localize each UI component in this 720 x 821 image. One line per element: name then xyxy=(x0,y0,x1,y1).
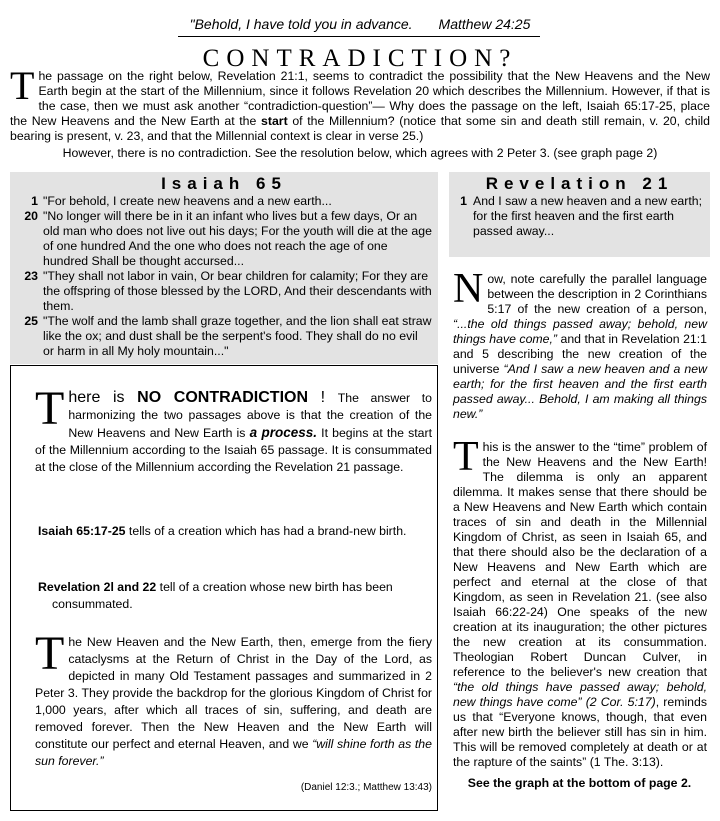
intro-text-b: of the Millennium? (notice that some sin and death still remain, v. 20, child bearing is present, v. 23, and that the Millennial context is clear in verse 25.) xyxy=(10,114,710,143)
no-contradiction-paragraph xyxy=(35,382,433,476)
intro-bold-word: start xyxy=(261,114,288,128)
verse-text: "The wolf and the lamb shall graze together, and the lion shall eat straw like the ox; and dust shall be the serpent's food. They shall do no evil or harm in all My holy mountain..." xyxy=(43,314,432,358)
revelation-heading: Revelation 21 xyxy=(485,174,674,193)
p2-bold: Isaiah 65:17-25 xyxy=(38,524,126,538)
p1-process: a process. xyxy=(249,425,318,440)
p1-bang: ! xyxy=(308,389,338,406)
time-problem-paragraph xyxy=(453,434,707,770)
isaiah-verse xyxy=(10,209,438,269)
p3-text: tell of a creation whose new birth has been consummated. xyxy=(52,580,393,611)
isaiah-verse xyxy=(10,314,438,359)
rp2-dropcap: T xyxy=(453,434,479,480)
rp1-italic-a: “...the old things passed away; behold, new things have come,” xyxy=(453,317,707,346)
p4-text: he New Heaven and the New Earth, then, emerge from the fiery cataclysms at the Return of Christ in the Day of the Lord, as depicted in many Old Testament passages and summarized in 2 Peter 3. They provide the backdrop for the glorious Kingdom of Christ for 1,000 years, after which all traces of sin, suffering, and death are removed forever. Then the New Heaven and the New Earth will constitute our perfect and eternal Heaven, and we xyxy=(35,635,432,751)
rp1-dropcap: N xyxy=(453,266,484,312)
p3-bold: Revelation 2l and 22 xyxy=(38,580,157,594)
verse-text: "For behold, I create new heavens and a new earth... xyxy=(43,194,332,208)
isaiah-box xyxy=(10,172,438,364)
isaiah-heading: Isaiah 65 xyxy=(161,174,287,193)
p2-text: tells of a creation which has had a brand-new birth. xyxy=(125,524,407,538)
rp1-text-a: ow, note carefully the parallel language between the description in 2 Corinthians 5:17 of the new creation of a person, xyxy=(487,272,707,316)
isaiah-summary xyxy=(38,523,412,540)
citation: (Daniel 12:3.; Matthew 13:43) xyxy=(300,782,432,793)
header-quote xyxy=(0,16,720,32)
p4-italic: “will shine forth as the sun forever.” xyxy=(35,737,432,768)
rp2-italic: “the old things have passed away; behold, new things have come” (2 Cor. 5:17) xyxy=(453,680,707,709)
intro-dropcap: T xyxy=(10,63,35,108)
rp2-text-b: , reminds us that “Everyone knows, though, that even after new birth the believer still has sin in him. This will be removed completely at death or at the rapture of the saints” (1 The. 3:13). xyxy=(453,695,707,769)
quote-text: "Behold, I have told you in advance. xyxy=(189,16,413,32)
intro-text-a: he passage on the right below, Revelation 21:1, seems to contradict the possibility that the New Heavens and the New Earth begin at the start of the Millennium, since it follows Revelation 20 which describes the Millennium. However, if that is the case, then we must ask another “contradiction-question”— Why does the passage on the left, Isaiah 65:17-25, place the New Heavens and the New Earth at the xyxy=(10,69,710,128)
p4-dropcap: T xyxy=(35,627,65,680)
header-underline xyxy=(178,36,540,37)
verse-number: 1 xyxy=(31,194,38,208)
revelation-verse xyxy=(449,194,710,239)
p1-text-b: It begins at the start of the Millennium according to the Isaiah 65 passage. It is consummated at the close of the Millennium according the Revelation 21 passage. xyxy=(35,426,432,474)
verse-text: "No longer will there be in it an infant who lives but a few days, Or an old man who does not live out his days; For the youth will die at the age of one hundred And the one who does not reach the age of one hundred Shall be thought accursed... xyxy=(43,209,432,268)
verse-number: 23 xyxy=(24,269,38,283)
see-graph-note: See the graph at the bottom of page 2. xyxy=(467,776,692,790)
isaiah-verse xyxy=(10,269,438,314)
rp1-italic-b: “And I saw a new heaven and a new earth; for the first heaven and the first earth passed away... Behold, I am making all things new.” xyxy=(453,362,707,421)
verse-text: And I saw a new heaven and a new earth; for the first heaven and the first earth passed away... xyxy=(473,194,703,238)
rp2-text-a: his is the answer to the “time” problem of the New Heavens and the New Earth! The dilemma is only an apparent dilemma. It makes sense that there should be a New Heavens and New Earth which contain traces of sin and death in the Millennial Kingdom of Christ, as seen in Isaiah 65, and that there should also be the declaration of a New Heavens and New Earth which are perfect and eternal at the close of that Kingdom, as seen in Revelation 21. (see also Isaiah 66:22-24) One speaks of the new creation at its inauguration; the other pictures the new creation at its consummation. Theologian Robert Duncan Culver, in reference to the believer's new creation that xyxy=(453,440,707,679)
new-heaven-paragraph xyxy=(35,627,432,770)
revelation-box xyxy=(449,172,710,257)
right-column xyxy=(453,266,708,770)
p1-dropcap: T xyxy=(35,382,65,435)
verse-number: 20 xyxy=(24,209,38,223)
page-title: CONTRADICTION? xyxy=(202,45,518,72)
revelation-summary xyxy=(38,579,412,613)
isaiah-verse xyxy=(10,194,438,209)
quote-reference: Matthew 24:25 xyxy=(438,16,531,32)
intro-paragraph xyxy=(10,63,710,144)
parallel-language-paragraph xyxy=(453,266,708,422)
verse-number: 25 xyxy=(24,314,38,328)
resolution-box xyxy=(10,365,438,811)
p1-bold: NO CONTRADICTION xyxy=(137,389,309,406)
verse-text: "They shall not labor in vain, Or bear children for calamity; For they are the offspring of those blessed by the LORD, And their descendants with them. xyxy=(43,269,432,313)
rp1-text-b: and that in Revelation 21:1 and 5 describing the new creation of the universe xyxy=(453,332,708,376)
verse-number: 1 xyxy=(460,194,467,208)
intro-resolution: However, there is no contradiction. See the resolution below, which agrees with 2 Peter 3. (see graph page 2) xyxy=(62,146,658,160)
p1-text-a: The answer to harmonizing the two passages above is that the creation of the New Heavens and New Earth is xyxy=(68,391,433,440)
p1-lead: here is xyxy=(68,389,138,406)
